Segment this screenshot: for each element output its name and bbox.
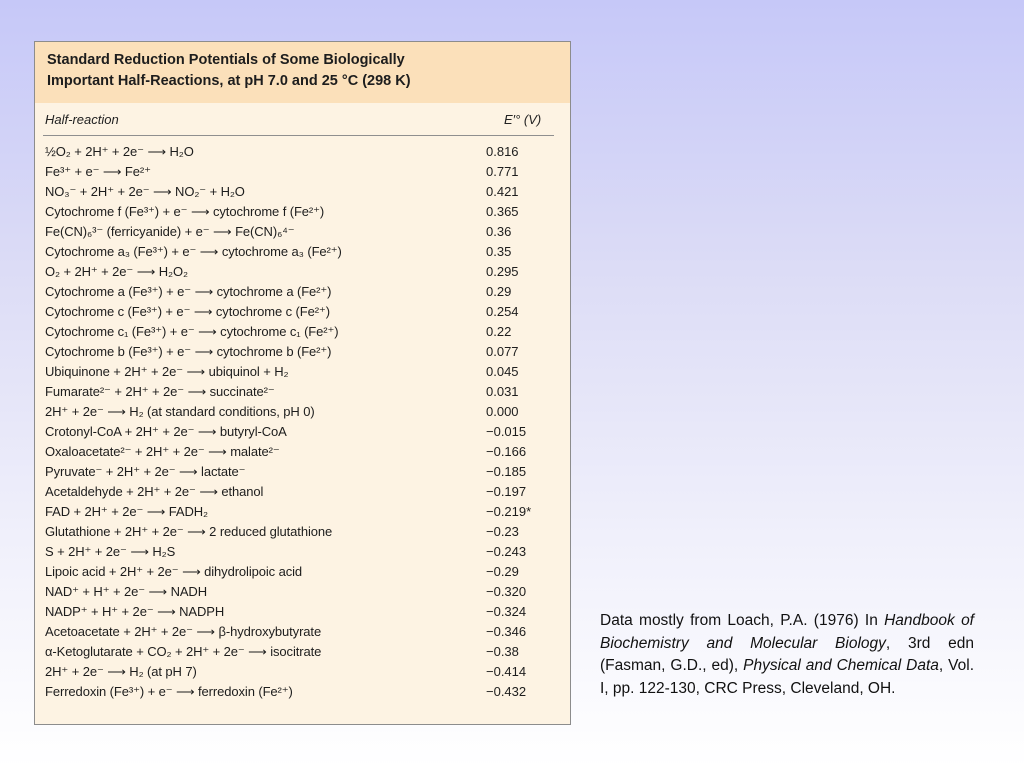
potential-cell: 0.254 — [486, 304, 519, 319]
table-row — [35, 342, 570, 362]
half-reaction-cell: Crotonyl-CoA + 2H⁺ + 2e⁻ ⟶ butyryl-CoA — [45, 424, 287, 439]
potential-cell: −0.38 — [486, 644, 519, 659]
potential-cell: 0.36 — [486, 224, 512, 239]
potential-cell: 0.29 — [486, 284, 512, 299]
half-reaction-cell: S + 2H⁺ + 2e⁻ ⟶ H₂S — [45, 544, 176, 559]
potential-cell: −0.29 — [486, 564, 519, 579]
table-row — [35, 622, 570, 642]
table-title — [35, 42, 570, 103]
header-divider — [43, 135, 554, 136]
citation-part-5: , Vol. I, pp. 122-130, CRC Press, Cleveland, OH. — [600, 657, 975, 697]
half-reaction-cell: Fe(CN)₆³⁻ (ferricyanide) + e⁻ ⟶ Fe(CN)₆⁴⁻ — [45, 224, 295, 239]
table-row — [35, 362, 570, 382]
potential-cell: −0.185 — [486, 464, 527, 479]
table-row — [35, 242, 570, 262]
potential-cell: −0.324 — [486, 604, 527, 619]
table-title-line-1: Standard Reduction Potentials of Some Biologically — [47, 52, 405, 68]
half-reaction-cell: Ubiquinone + 2H⁺ + 2e⁻ ⟶ ubiquinol + H₂ — [45, 364, 289, 379]
half-reaction-cell: 2H⁺ + 2e⁻ ⟶ H₂ (at standard conditions, pH 0) — [45, 404, 315, 419]
table-row — [35, 382, 570, 402]
half-reaction-cell: Cytochrome b (Fe³⁺) + e⁻ ⟶ cytochrome b (Fe²⁺) — [45, 344, 332, 359]
table-title-line-2: Important Half-Reactions, at pH 7.0 and 25 °C (298 K) — [47, 73, 411, 89]
potential-cell: 0.045 — [486, 364, 519, 379]
half-reaction-cell: Cytochrome a (Fe³⁺) + e⁻ ⟶ cytochrome a (Fe²⁺) — [45, 284, 332, 299]
potential-cell: −0.23 — [486, 524, 519, 539]
table-row — [35, 222, 570, 242]
potential-cell: 0.35 — [486, 244, 512, 259]
half-reaction-cell: 2H⁺ + 2e⁻ ⟶ H₂ (at pH 7) — [45, 664, 197, 679]
table-row — [35, 482, 570, 502]
half-reaction-cell: O₂ + 2H⁺ + 2e⁻ ⟶ H₂O₂ — [45, 264, 188, 279]
table-row — [35, 322, 570, 342]
header-half-reaction: Half-reaction — [45, 112, 119, 127]
table-row — [35, 642, 570, 662]
table-body — [35, 142, 570, 702]
table-row — [35, 422, 570, 442]
potential-cell: −0.015 — [486, 424, 527, 439]
reduction-potentials-table — [34, 41, 571, 725]
table-row — [35, 502, 570, 522]
half-reaction-cell: Cytochrome f (Fe³⁺) + e⁻ ⟶ cytochrome f (Fe²⁺) — [45, 204, 325, 219]
table-row — [35, 262, 570, 282]
citation-text — [600, 610, 974, 700]
citation-part-3: , 3rd edn (Fasman, G.D., ed), — [600, 634, 975, 674]
table-row — [35, 662, 570, 682]
potential-cell: 0.077 — [486, 344, 519, 359]
potential-cell: 0.295 — [486, 264, 519, 279]
potential-cell: −0.197 — [486, 484, 527, 499]
table-row — [35, 442, 570, 462]
half-reaction-cell: Fe³⁺ + e⁻ ⟶ Fe²⁺ — [45, 164, 151, 179]
half-reaction-cell: Ferredoxin (Fe³⁺) + e⁻ ⟶ ferredoxin (Fe²⁺) — [45, 684, 293, 699]
potential-cell: −0.414 — [486, 664, 527, 679]
table-row — [35, 682, 570, 702]
table-header — [35, 103, 570, 139]
header-potential: E′° (V) — [504, 112, 542, 127]
potential-cell: 0.771 — [486, 164, 519, 179]
table-row — [35, 582, 570, 602]
potential-cell: 0.000 — [486, 404, 519, 419]
citation-book-title: Handbook of Biochemistry and Molecular Biology — [600, 612, 974, 652]
table-row — [35, 522, 570, 542]
potential-cell: −0.166 — [486, 444, 527, 459]
potential-cell: 0.22 — [486, 324, 512, 339]
potential-cell: 0.421 — [486, 184, 519, 199]
potential-cell: −0.243 — [486, 544, 527, 559]
half-reaction-cell: Acetoacetate + 2H⁺ + 2e⁻ ⟶ β-hydroxybutyrate — [45, 624, 322, 639]
table-row — [35, 182, 570, 202]
half-reaction-cell: α-Ketoglutarate + CO₂ + 2H⁺ + 2e⁻ ⟶ isocitrate — [45, 644, 322, 659]
potential-cell: 0.031 — [486, 384, 519, 399]
half-reaction-cell: Pyruvate⁻ + 2H⁺ + 2e⁻ ⟶ lactate⁻ — [45, 464, 246, 479]
potential-cell: −0.320 — [486, 584, 527, 599]
potential-cell: −0.432 — [486, 684, 527, 699]
potential-cell: −0.346 — [486, 624, 527, 639]
table-row — [35, 162, 570, 182]
table-row — [35, 282, 570, 302]
potential-cell: 0.365 — [486, 204, 519, 219]
half-reaction-cell: NAD⁺ + H⁺ + 2e⁻ ⟶ NADH — [45, 584, 208, 599]
table-row — [35, 562, 570, 582]
table-row — [35, 402, 570, 422]
half-reaction-cell: Cytochrome c (Fe³⁺) + e⁻ ⟶ cytochrome c (Fe²⁺) — [45, 304, 330, 319]
table-row — [35, 302, 570, 322]
table-row — [35, 602, 570, 622]
half-reaction-cell: Lipoic acid + 2H⁺ + 2e⁻ ⟶ dihydrolipoic acid — [45, 564, 303, 579]
half-reaction-cell: Acetaldehyde + 2H⁺ + 2e⁻ ⟶ ethanol — [45, 484, 264, 499]
half-reaction-cell: Fumarate²⁻ + 2H⁺ + 2e⁻ ⟶ succinate²⁻ — [45, 384, 275, 399]
table-row — [35, 542, 570, 562]
half-reaction-cell: FAD + 2H⁺ + 2e⁻ ⟶ FADH₂ — [45, 504, 208, 519]
potential-cell: 0.816 — [486, 144, 519, 159]
half-reaction-cell: Cytochrome c₁ (Fe³⁺) + e⁻ ⟶ cytochrome c₁ (Fe²⁺) — [45, 324, 339, 339]
half-reaction-cell: Oxaloacetate²⁻ + 2H⁺ + 2e⁻ ⟶ malate²⁻ — [45, 444, 280, 459]
table-row — [35, 462, 570, 482]
citation-part-1: Data mostly from Loach, P.A. (1976) In — [600, 612, 885, 629]
half-reaction-cell: ½O₂ + 2H⁺ + 2e⁻ ⟶ H₂O — [45, 144, 194, 159]
half-reaction-cell: NADP⁺ + H⁺ + 2e⁻ ⟶ NADPH — [45, 604, 225, 619]
half-reaction-cell: NO₃⁻ + 2H⁺ + 2e⁻ ⟶ NO₂⁻ + H₂O — [45, 184, 245, 199]
table-row — [35, 142, 570, 162]
potential-cell: −0.219* — [486, 504, 532, 519]
half-reaction-cell: Cytochrome a₃ (Fe³⁺) + e⁻ ⟶ cytochrome a₃ (Fe²⁺) — [45, 244, 342, 259]
half-reaction-cell: Glutathione + 2H⁺ + 2e⁻ ⟶ 2 reduced glutathione — [45, 524, 333, 539]
table-row — [35, 202, 570, 222]
citation-volume-title: Physical and Chemical Data — [743, 657, 939, 674]
